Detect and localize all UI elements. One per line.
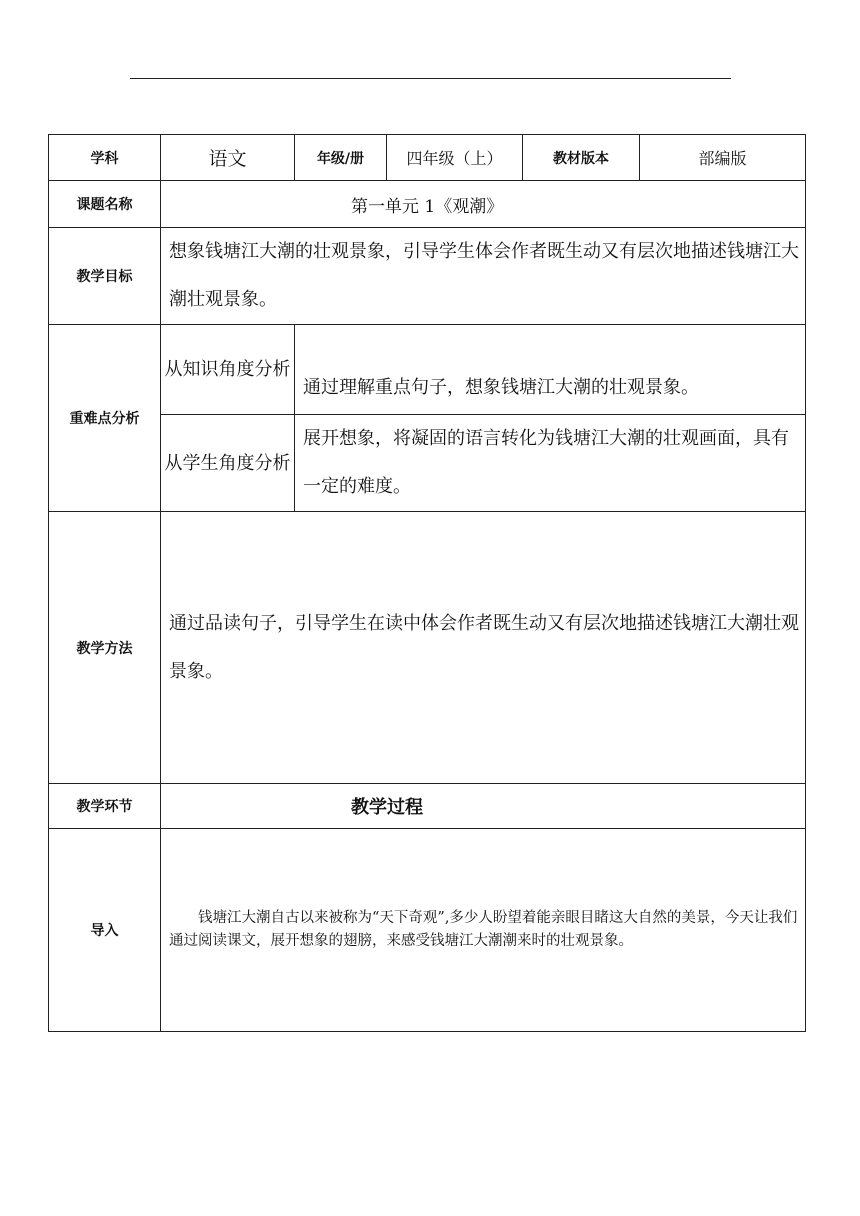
difficulty-row-knowledge — [49, 325, 806, 415]
knowledge-angle-label: 从知识角度分析 — [161, 325, 295, 415]
lesson-plan-table — [48, 134, 806, 1032]
grade-value: 四年级（上） — [387, 135, 523, 181]
difficulty-label: 重难点分析 — [49, 325, 161, 512]
stage-label: 教学环节 — [49, 784, 161, 829]
info-row — [49, 135, 806, 181]
grade-label: 年级/册 — [295, 135, 387, 181]
header-rule — [130, 78, 731, 79]
method-row — [49, 512, 806, 784]
intro-text: 钱塘江大潮自古以来被称为“天下奇观”,多少人盼望着能亲眼目睹这大自然的美景，今天让我们通过阅读课文，展开想象的翅膀，来感受钱塘江大潮潮来时的壮观景象。 — [161, 829, 806, 1032]
method-label: 教学方法 — [49, 512, 161, 784]
process-header-row — [49, 784, 806, 829]
edition-value: 部编版 — [640, 135, 806, 181]
objective-value: 想象钱塘江大潮的壮观景象，引导学生体会作者既生动又有层次地描述钱塘江大潮壮观景象。 — [161, 228, 806, 325]
process-title: 教学过程 — [161, 784, 806, 829]
subject-label: 学科 — [49, 135, 161, 181]
student-angle-label: 从学生角度分析 — [161, 415, 295, 512]
method-value: 通过品读句子，引导学生在读中体会作者既生动又有层次地描述钱塘江大潮壮观景象。 — [161, 512, 806, 784]
edition-label: 教材版本 — [523, 135, 640, 181]
title-row — [49, 181, 806, 228]
intro-label: 导入 — [49, 829, 161, 1032]
intro-row — [49, 829, 806, 1032]
difficulty-row-student — [49, 415, 806, 512]
student-angle-value: 展开想象，将凝固的语言转化为钱塘江大潮的壮观画面，具有一定的难度。 — [295, 415, 806, 512]
objective-label: 教学目标 — [49, 228, 161, 325]
objective-row — [49, 228, 806, 325]
lesson-title-value: 第一单元 1《观潮》 — [161, 181, 806, 228]
knowledge-angle-value: 通过理解重点句子，想象钱塘江大潮的壮观景象。 — [295, 325, 806, 415]
subject-value: 语文 — [161, 135, 295, 181]
lesson-title-label: 课题名称 — [49, 181, 161, 228]
